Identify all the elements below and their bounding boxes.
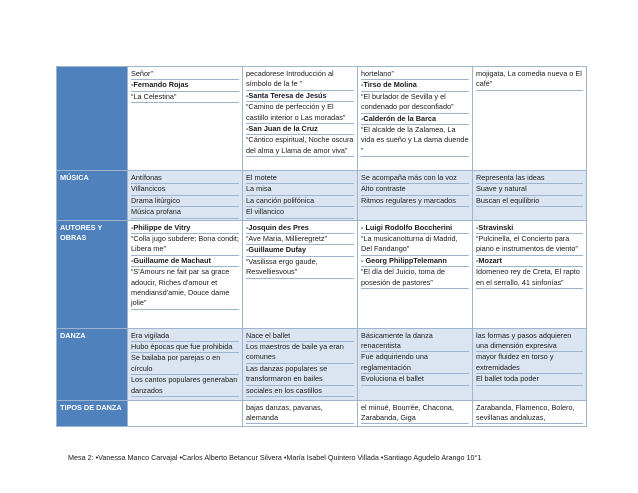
cell-text-line: mayor fluidez en torso y extremidades (476, 352, 583, 374)
table-row (57, 400, 587, 426)
cell-heading-line: -Josquin des Pres (246, 223, 354, 234)
cell-text-line: Los cantos populares generaban danzados (131, 375, 239, 397)
table-cell (128, 220, 243, 328)
cell-text-line: “Cántico espiritual, Noche oscura del alma y Llama de amor viva” (246, 135, 354, 157)
cell-text-line: Fue adquiriendo una reglamentación (361, 352, 469, 374)
cell-heading-line: -Tirso de Molina (361, 80, 469, 91)
cell-heading-line: -Fernando Rojas (131, 80, 239, 91)
table-cell (243, 67, 358, 171)
cell-text-line: Era vigilada (131, 331, 239, 342)
table-body (57, 67, 587, 427)
cell-text-line: Ritmos regulares y marcados (361, 196, 469, 207)
cell-text-line: “Vasilissa ergo gaude, Resvelliesvous” (246, 257, 354, 279)
table-row (57, 67, 587, 171)
cell-text-line: el minué, Bourrée, Chacona, Zarabanda, Giga (361, 403, 469, 425)
cell-heading-line: -San Juan de la Cruz (246, 124, 354, 135)
cell-text-line: “Colla jugo subdere; Bona condit; Libera me” (131, 234, 239, 256)
cell-text-line: Antífonas (131, 173, 239, 184)
cell-text-line: mojigata, La comedia nueva o El café” (476, 69, 583, 91)
table-cell (128, 67, 243, 171)
cell-text-line: Música profana (131, 207, 239, 218)
cell-text-line: Buscan el equilibrio (476, 196, 583, 207)
cell-text-line: “Camino de perfección y El castillo interior o Las moradas” (246, 102, 354, 124)
cell-text-line: “Pulcinella, el Concierto para piano e instrumentos de viento” (476, 234, 583, 256)
cell-text-line: las formas y pasos adquieren una dimensión expresiva (476, 331, 583, 353)
footer-authors: Mesa 2: •Vanessa Manco Carvajal •Carlos Alberto Betancur Silvera •María Isabel Quintero Villada •Santiago Agudelo Arango 10°1 (68, 453, 482, 462)
table-cell (473, 400, 587, 426)
cell-text-line: Idomeneo rey de Creta, El rapto en el serrallo, 41 sinfonías” (476, 267, 583, 289)
cell-text-line: “S'Amours ne fait par sa grace adoucir, Riches d'amour et mendiansd'amie, Douce dame jolie” (131, 267, 239, 310)
cell-text-line: “El día del Juicio, toma de posesión de pastores” (361, 267, 469, 289)
table-cell (243, 328, 358, 400)
cell-text-line: El motete (246, 173, 354, 184)
cell-text-line: Básicamente la danza renacentista (361, 331, 469, 353)
cell-text-line: “El alcalde de la Zalamea, La vida es sueño y La dama duende ” (361, 125, 469, 157)
row-header: DANZA (57, 328, 128, 400)
row-header (57, 67, 128, 171)
cell-text-line: “Ave Maria, Millieregretz” (246, 234, 354, 245)
period-comparison-table (56, 66, 587, 427)
cell-heading-line: -Mozart (476, 256, 583, 267)
table-cell (473, 67, 587, 171)
cell-heading-line: -Calderón de la Barca (361, 114, 469, 125)
table-cell (358, 400, 473, 426)
row-header: AUTORES Y OBRAS (57, 220, 128, 328)
row-header: MÚSICA (57, 171, 128, 221)
table-cell (473, 328, 587, 400)
cell-text-line: bajas danzas, pavanas, alemanda (246, 403, 354, 425)
cell-text-line: Suave y natural (476, 184, 583, 195)
cell-text-line: Nace el ballet (246, 331, 354, 342)
cell-text-line: Hubo épocas que fue prohibida (131, 342, 239, 353)
cell-text-line: El villancico (246, 207, 354, 218)
cell-text-line: Villancicos (131, 184, 239, 195)
cell-heading-line: -Stravinski (476, 223, 583, 234)
cell-text-line: Los maestros de baile ya eran comunes (246, 342, 354, 364)
table-cell (243, 220, 358, 328)
cell-text-line: Las danzas populares se transformaron en bailes (246, 364, 354, 386)
cell-heading-line: -Santa Teresa de Jesús (246, 91, 354, 102)
table-cell (473, 220, 587, 328)
cell-heading-line: -Guillaume de Machaut (131, 256, 239, 267)
table-cell (473, 171, 587, 221)
cell-text-line: Representa las ideas (476, 173, 583, 184)
cell-text-line: “La Celestina” (131, 92, 239, 103)
cell-text-line: Señor" (131, 69, 239, 80)
cell-text-line: La misa (246, 184, 354, 195)
table-row (57, 220, 587, 328)
table-row (57, 328, 587, 400)
table-row (57, 171, 587, 221)
cell-text-line: Se acompaña más con la voz (361, 173, 469, 184)
cell-text-line: El ballet toda poder (476, 374, 583, 385)
cell-text-line: hortelano” (361, 69, 469, 80)
cell-heading-line: - Georg PhilippTelemann (361, 256, 469, 267)
cell-text-line: “El burlador de Sevilla y el condenado por desconfiado” (361, 92, 469, 114)
cell-heading-line: - Luigi Rodolfo Boccherini (361, 223, 469, 234)
cell-text-line: Zarabanda, Flamenco, Bolero, sevillanas andaluzas, (476, 403, 583, 425)
table-cell (128, 400, 243, 426)
cell-text-line: Alto contraste (361, 184, 469, 195)
table-cell (358, 328, 473, 400)
cell-heading-line: -Guillaume Dufay (246, 245, 354, 256)
cell-text-line: pecadorese Introducción al símbolo de la fe ” (246, 69, 354, 91)
table-cell (243, 171, 358, 221)
row-header: TIPOS DE DANZA (57, 400, 128, 426)
cell-text-line: Drama litúrgico (131, 196, 239, 207)
cell-text-line: Evoluciona el ballet (361, 374, 469, 385)
cell-heading-line: -Philippe de Vitry (131, 223, 239, 234)
table-cell (358, 67, 473, 171)
cell-text-line: sociales en los castillos (246, 386, 354, 397)
table-cell (358, 171, 473, 221)
cell-text-line: “La musicanotturna di Madrid, Del Fandango” (361, 234, 469, 256)
cell-text-line: Se bailaba por parejas o en círculo (131, 353, 239, 375)
table-cell (358, 220, 473, 328)
table-cell (128, 171, 243, 221)
table-cell (243, 400, 358, 426)
cell-text-line: La canción polifónica (246, 196, 354, 207)
table-cell (128, 328, 243, 400)
